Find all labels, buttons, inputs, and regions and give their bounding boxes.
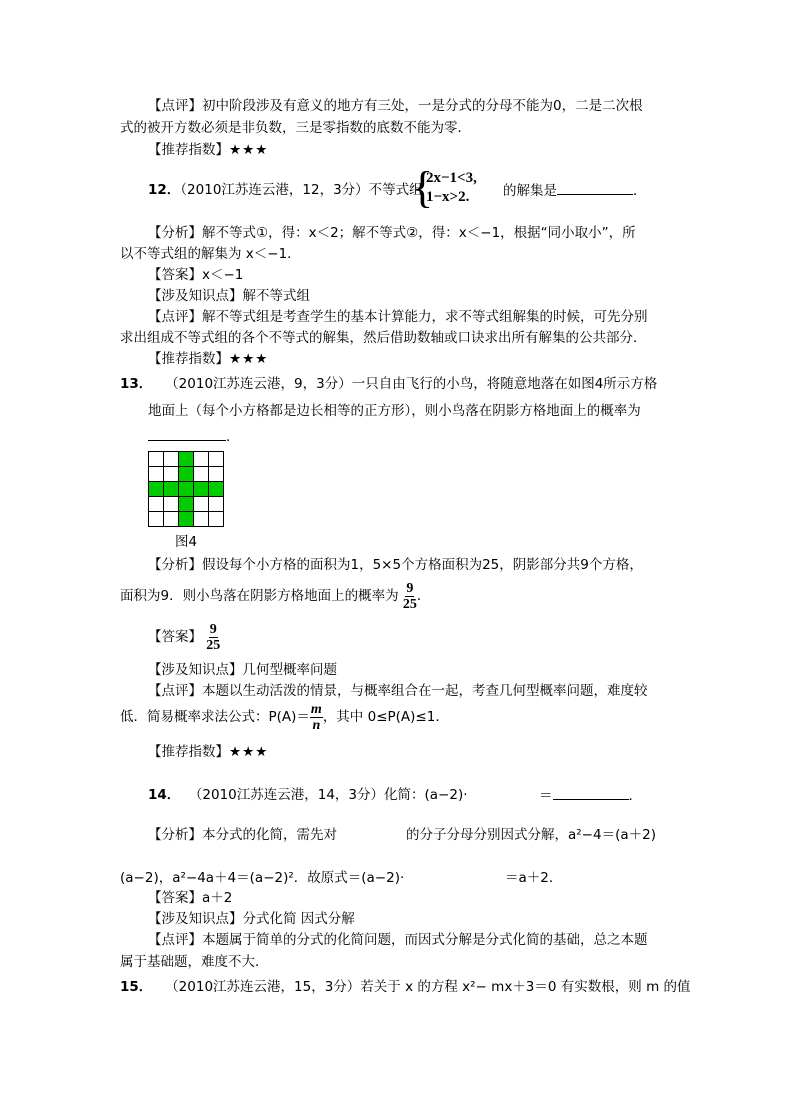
grid-cell (209, 512, 224, 527)
analysis-12-line-2: 以不等式组的解集为 x＜−1． (120, 246, 301, 262)
star-rating: ★★★ (229, 744, 269, 760)
question-number: 15． (120, 979, 153, 995)
grid-cell (164, 452, 179, 467)
question-source: （2010江苏连云港，14，3分）化简：(a−2)· (188, 787, 468, 803)
fraction-numerator: m (310, 701, 322, 717)
rating-12 (148, 349, 268, 369)
knowledge-12: 【涉及知识点】解不等式组 (148, 288, 310, 304)
grid-cell (194, 497, 209, 512)
answer-blank (557, 180, 633, 195)
grid-cell (164, 497, 179, 512)
formula-fraction (310, 702, 323, 733)
shaded-cell (179, 452, 194, 467)
period: ． (226, 429, 240, 445)
knowledge-14: 【涉及知识点】分式化简 因式分解 (148, 911, 355, 927)
analysis-text: 面积为9．则小鸟落在阴影方格地面上的概率为 (120, 588, 399, 604)
rating-13 (148, 742, 268, 762)
question-number: 14． (148, 787, 181, 803)
comment-14-line-2: 属于基础题，难度不大． (120, 954, 269, 970)
inequality-2: 1−x>2. (426, 189, 470, 205)
star-rating: ★★★ (229, 142, 269, 158)
figure-4-grid (148, 451, 224, 527)
analysis-12-line-1: 【分析】解不等式①，得：x＜2；解不等式②，得：x＜−1，根据“同小取小”，所 (148, 225, 636, 241)
answer-blank (148, 426, 226, 441)
comment-text: 低．简易概率求法公式：P(A)＝ (120, 709, 310, 725)
question-14-tail (539, 785, 642, 806)
fraction-numerator: 9 (406, 580, 414, 596)
answer-fraction (206, 622, 220, 653)
question-13 (120, 374, 657, 394)
star-rating: ★★★ (229, 351, 269, 367)
inequality-1: 2x−1<3, (426, 170, 477, 186)
probability-fraction (403, 581, 417, 612)
period: ． (628, 788, 642, 804)
grid-cell (164, 512, 179, 527)
grid-cell (194, 467, 209, 482)
analysis-14-line-1a: 【分析】本分式的化简，需先对 (148, 827, 337, 843)
fraction-denominator: 25 (402, 596, 417, 612)
analysis-14-line-2b: ＝a＋2． (505, 870, 563, 886)
question-text: （2010江苏连云港，15，3分）若关于 x 的方程 x²− mx＋3＝0 有实数根，则 m 的值 (165, 979, 691, 995)
grid-cell (149, 497, 164, 512)
question-14 (148, 785, 468, 805)
question-13-line-2: 地面上（每个小方格都是边长相等的正方形），则小鸟落在阴影方格地面上的概率为 (148, 403, 641, 419)
question-number: 12． (148, 182, 181, 198)
comment-text-tail: ，其中 0≤P(A)≤1． (322, 709, 449, 725)
comment-14-line-1: 【点评】本题属于简单的分式的化简问题，而因式分解是分式化简的基础，总之本题 (148, 932, 648, 948)
question-15 (120, 977, 691, 997)
grid-cell (209, 467, 224, 482)
answer-blank (553, 785, 629, 800)
fraction-denominator: n (312, 717, 321, 733)
grid-cell (149, 467, 164, 482)
knowledge-13: 【涉及知识点】几何型概率问题 (148, 662, 337, 678)
shaded-cell (179, 497, 194, 512)
fraction-numerator: 9 (209, 621, 217, 637)
brace-symbol: { (412, 163, 434, 212)
analysis-13-line-1: 【分析】假设每个小方格的面积为1，5×5个方格面积为25，阴影部分共9个方格， (148, 557, 643, 573)
analysis-13-line-2: 面积为9．则小鸟落在阴影方格地面上的概率为 $\frac{9}{25}$ ． (120, 580, 431, 612)
comment-13-line-2 (120, 700, 449, 734)
question-12 (148, 180, 423, 200)
equals-sign: ＝ (539, 788, 553, 804)
shaded-cell (164, 482, 179, 497)
period: ． (633, 183, 647, 199)
answer-14: 【答案】a＋2 (148, 890, 233, 906)
fraction-denominator: 25 (206, 637, 221, 653)
question-source: （2010江苏连云港，9，3分）一只自由飞行的小鸟，将随意地落在如图4所示方格 (165, 376, 658, 392)
answer-label: 【答案】 (148, 629, 202, 645)
grid-cell (164, 467, 179, 482)
figure-caption: 图4 (175, 534, 198, 550)
shaded-cell (179, 512, 194, 527)
comment-12-line-1: 【点评】解不等式组是考查学生的基本计算能力，求不等式组解集的时候，可先分别 (148, 309, 648, 325)
shaded-cell (149, 482, 164, 497)
analysis-14-line-1b: 的分子分母分别因式分解，a²−4＝(a＋2) (406, 827, 656, 843)
shaded-cell (179, 482, 194, 497)
grid-cell (149, 452, 164, 467)
comment-12-line-2: 求出组成不等式组的各个不等式的解集，然后借助数轴或口诀求出所有解集的公共部分． (120, 330, 647, 346)
grid-cell (194, 452, 209, 467)
answer-13 (148, 620, 220, 654)
shaded-cell (179, 467, 194, 482)
answer-blank-13 (148, 426, 240, 447)
question-number: 13． (120, 376, 153, 392)
comment-13-line-1: 【点评】本题以生动活泼的情景，与概率组合在一起，考查几何型概率问题，难度较 (148, 683, 648, 699)
grid-cell (209, 452, 224, 467)
rating-label: 【推荐指数】 (148, 744, 229, 760)
comment-11-line-1: 【点评】初中阶段涉及有意义的地方有三处，一是分式的分母不能为0，二是二次根 (148, 98, 643, 114)
question-tail-text: 的解集是 (503, 183, 557, 199)
answer-12: 【答案】x＜−1 (148, 267, 244, 283)
grid-cell (194, 512, 209, 527)
analysis-14-line-2a: (a−2)，a²−4a＋4＝(a−2)²．故原式＝(a−2)· (120, 870, 405, 886)
question-source: （2010江苏连云港，12，3分）不等式组 (180, 182, 423, 198)
rating-11 (148, 140, 268, 160)
shaded-cell (209, 482, 224, 497)
grid-cell (209, 497, 224, 512)
grid-cell (149, 512, 164, 527)
rating-label: 【推荐指数】 (148, 351, 229, 367)
shaded-cell (194, 482, 209, 497)
question-12-tail (503, 180, 647, 201)
comment-11-line-2: 式的被开方数必须是非负数，三是零指数的底数不能为零． (120, 120, 471, 136)
rating-label: 【推荐指数】 (148, 142, 229, 158)
